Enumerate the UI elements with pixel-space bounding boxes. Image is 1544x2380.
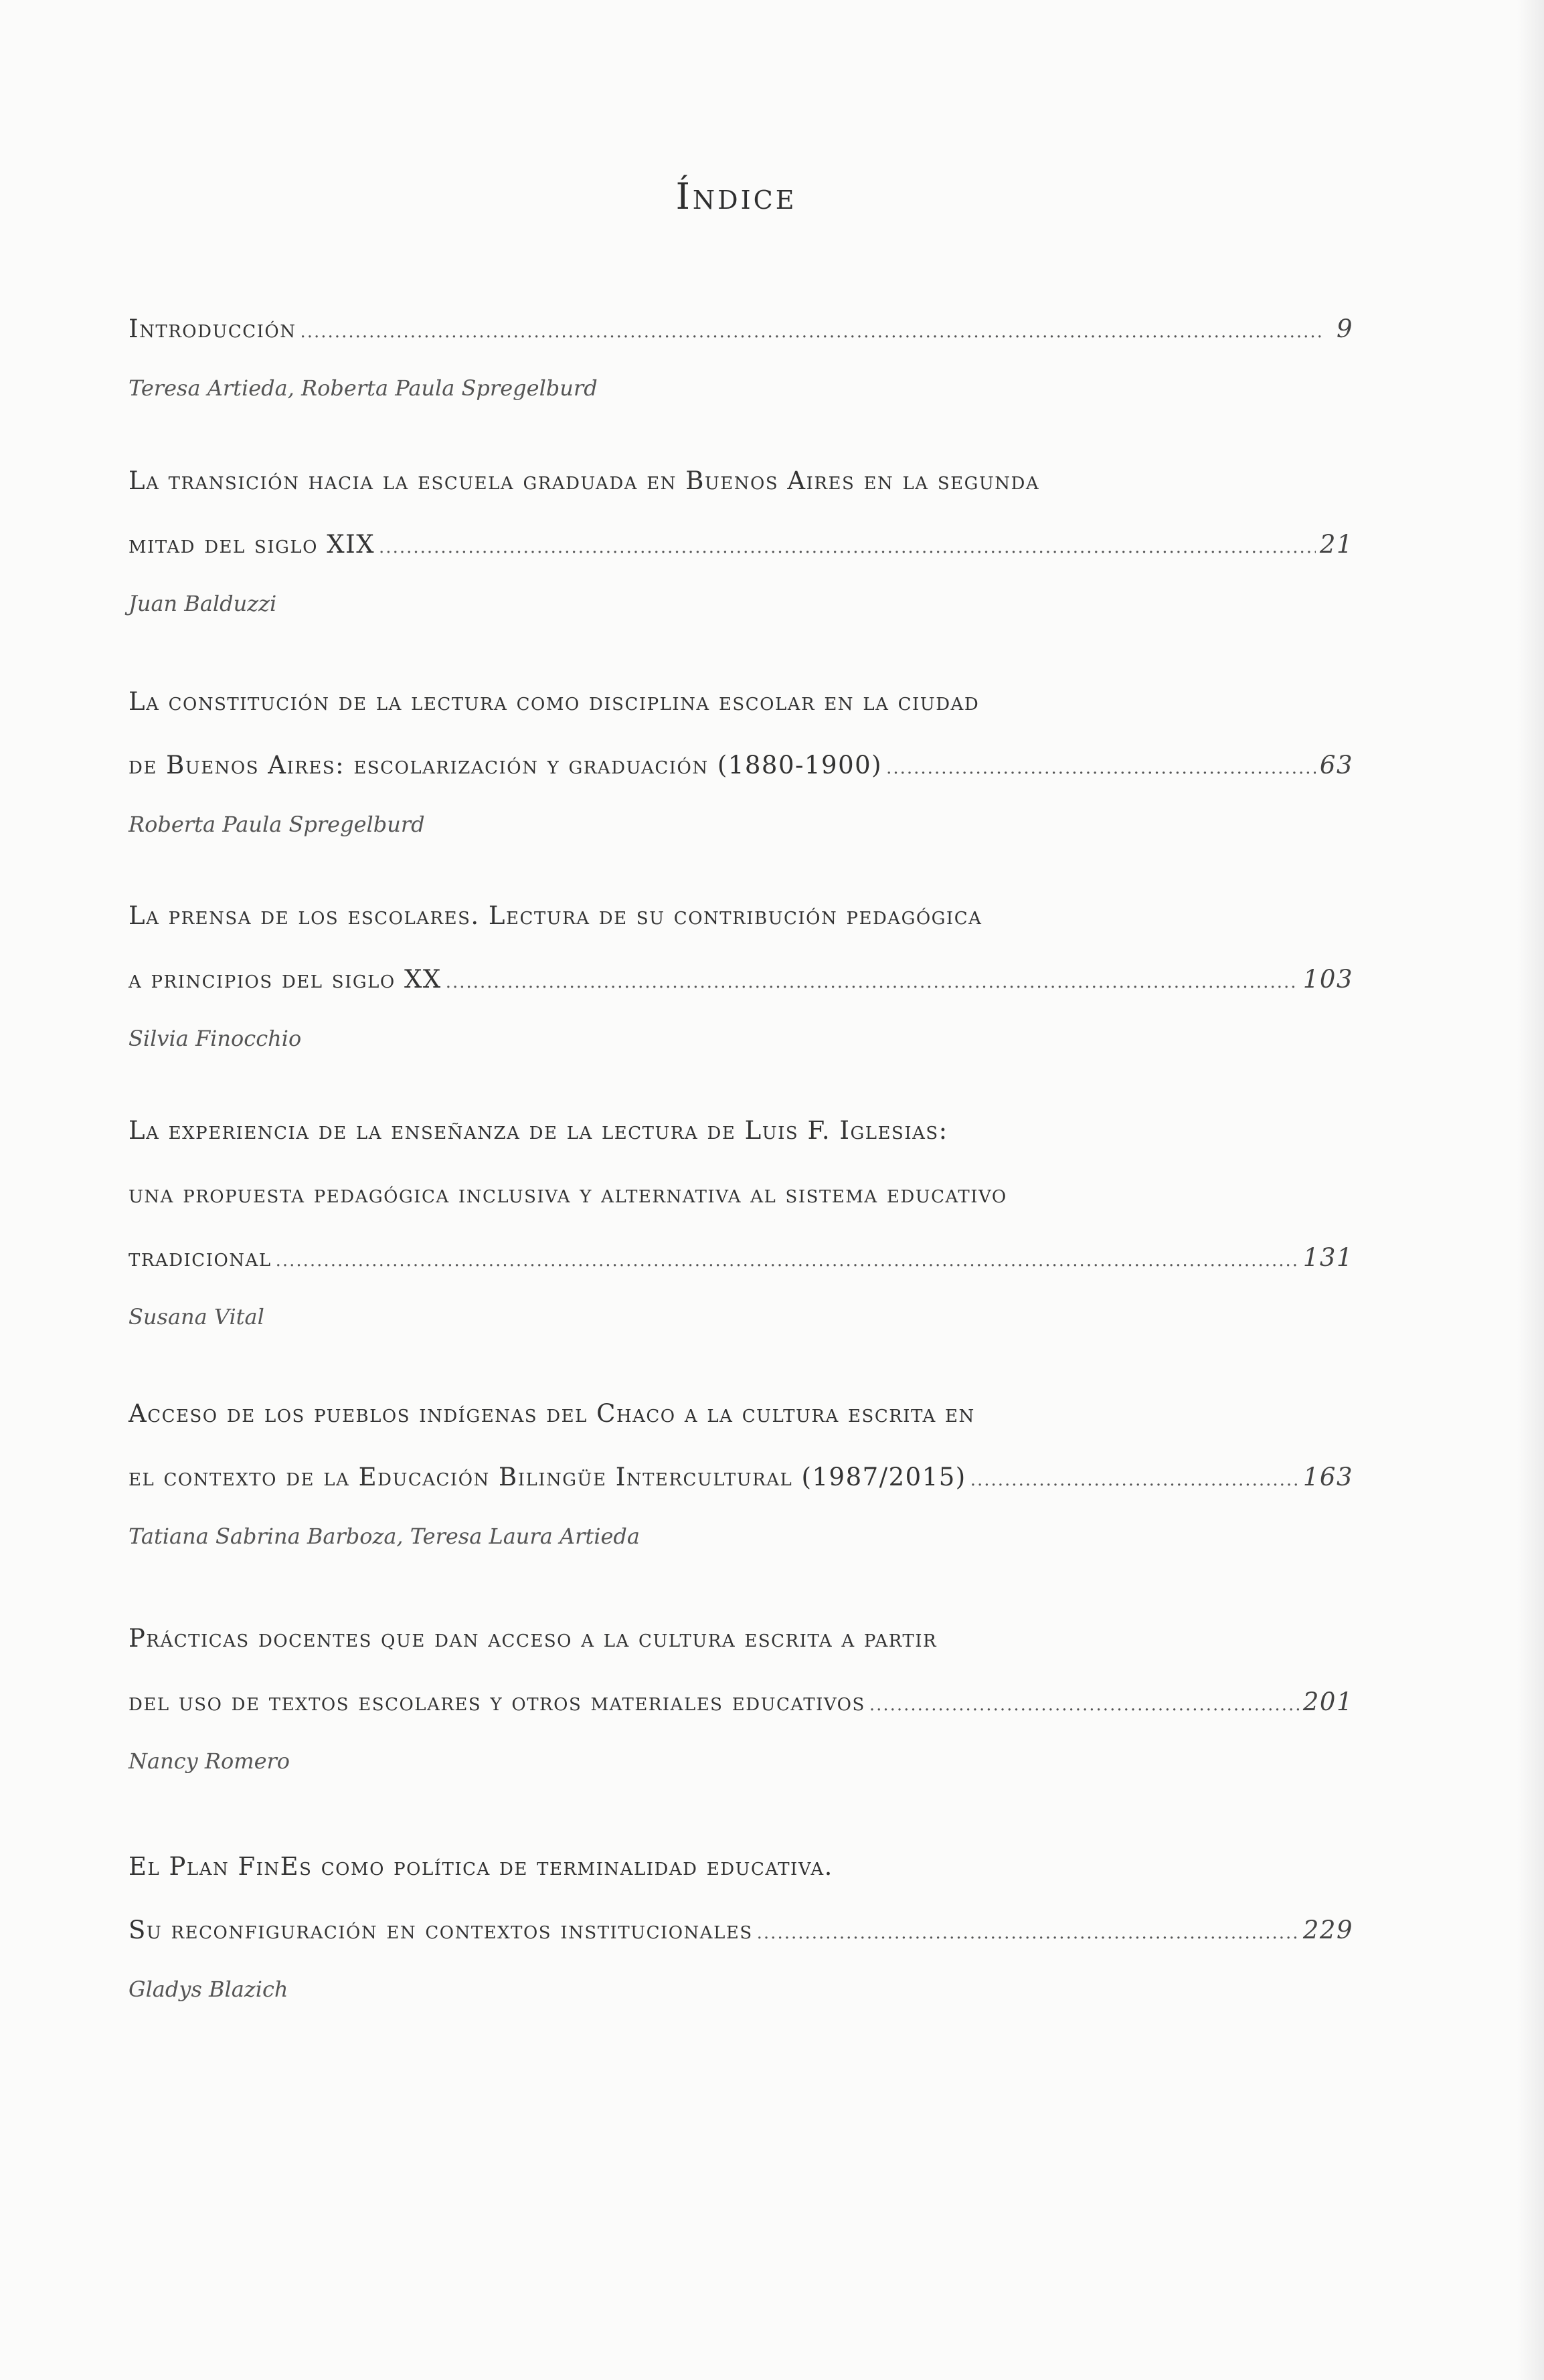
- dot-leader: [276, 1251, 1299, 1271]
- toc-entry-title-line: [128, 751, 1353, 814]
- dot-leader: [757, 1923, 1299, 1943]
- toc-page-number: 201: [1302, 1687, 1353, 1716]
- dot-leader: [300, 322, 1322, 342]
- toc-entry-author: Susana Vital: [128, 1304, 264, 1330]
- toc-entry-title: el contexto de la Educación Bilingüe Intercultural (1987/2015): [128, 1463, 966, 1491]
- toc-entry-title: Acceso de los pueblos indígenas del Chaco a la cultura escrita en: [128, 1399, 975, 1428]
- toc-entry-title-line: [128, 1687, 1353, 1751]
- toc-entry[interactable]: [128, 1116, 1353, 1330]
- toc-entry[interactable]: [128, 901, 1353, 1051]
- page-title: Índice: [675, 175, 797, 217]
- toc-entry[interactable]: [128, 1399, 1353, 1549]
- toc-page-number: 63: [1319, 751, 1353, 780]
- dot-leader: [379, 537, 1316, 557]
- toc-entry-title: La prensa de los escolares. Lectura de su contribución pedagógica: [128, 901, 982, 930]
- toc-entry-title-line: [128, 1243, 1353, 1307]
- toc-entry[interactable]: [128, 1852, 1353, 2002]
- toc-entry-title-line: [128, 1180, 1353, 1243]
- toc-entry-author: Nancy Romero: [128, 1748, 290, 1774]
- toc-entry-title-line: [128, 1624, 1353, 1687]
- toc-entry[interactable]: [128, 1624, 1353, 1774]
- toc-entry-title: a principios del siglo XX: [128, 965, 442, 994]
- toc-entry-title: La constitución de la lectura como disciplina escolar en la ciudad: [128, 687, 980, 716]
- toc-entry-title-line: [128, 314, 1353, 378]
- toc-entry-title-line: [128, 530, 1353, 593]
- dot-leader: [446, 972, 1299, 992]
- toc-entry[interactable]: [128, 466, 1353, 616]
- toc-page-number: 131: [1302, 1243, 1353, 1272]
- toc-entry-author: Teresa Artieda, Roberta Paula Spregelburd: [128, 375, 598, 401]
- dot-leader: [886, 758, 1316, 778]
- toc-entry-title: mitad del siglo XIX: [128, 530, 375, 559]
- toc-page-number: 229: [1302, 1916, 1353, 1944]
- toc-entry-title-line: [128, 1916, 1353, 1979]
- toc-entry-title: Su reconfiguración en contextos institucionales: [128, 1916, 753, 1944]
- toc-entry-title: de Buenos Aires: escolarización y graduación (1880-1900): [128, 751, 883, 780]
- toc-entry-title: El Plan FinEs como política de terminalidad educativa.: [128, 1852, 833, 1881]
- toc-entry-title-line: [128, 965, 1353, 1028]
- toc-page-number: 103: [1302, 965, 1353, 994]
- toc-entry-title-line: [128, 1463, 1353, 1526]
- toc-entry-title: Prácticas docentes que dan acceso a la cultura escrita a partir: [128, 1624, 938, 1653]
- toc-entry-title-line: [128, 687, 1353, 751]
- toc-entry-author: Juan Balduzzi: [128, 591, 277, 616]
- page-edge-shadow: [1517, 0, 1544, 2380]
- toc-entry-title: una propuesta pedagógica inclusiva y alternativa al sistema educativo: [128, 1180, 1007, 1208]
- toc-entry[interactable]: [128, 314, 1353, 401]
- toc-entry-title-line: [128, 1116, 1353, 1180]
- toc-entry-author: Roberta Paula Spregelburd: [128, 812, 425, 837]
- toc-entry-author: Gladys Blazich: [128, 1977, 288, 2002]
- toc-entry-title: del uso de textos escolares y otros materiales educativos: [128, 1687, 865, 1716]
- toc-entry-title: Introducción: [128, 314, 296, 343]
- toc-entry[interactable]: [128, 687, 1353, 837]
- toc-page-number: 163: [1302, 1463, 1353, 1491]
- toc-entry-title-line: [128, 1852, 1353, 1916]
- toc-entry-title: La experiencia de la enseñanza de la lectura de Luis F. Iglesias:: [128, 1116, 948, 1145]
- toc-entry-title-line: [128, 1399, 1353, 1463]
- toc-page-number: 9: [1336, 314, 1353, 343]
- dot-leader: [869, 1695, 1299, 1715]
- toc-entry-title-line: [128, 901, 1353, 965]
- dot-leader: [970, 1470, 1299, 1490]
- toc-entry-title-line: [128, 466, 1353, 530]
- toc-entry-title: La transición hacia la escuela graduada en Buenos Aires en la segunda: [128, 466, 1040, 495]
- toc-entry-author: Silvia Finocchio: [128, 1026, 302, 1051]
- toc-entry-title: tradicional: [128, 1243, 272, 1272]
- toc-entry-author: Tatiana Sabrina Barboza, Teresa Laura Artieda: [128, 1524, 640, 1549]
- toc-page-number: 21: [1319, 530, 1353, 559]
